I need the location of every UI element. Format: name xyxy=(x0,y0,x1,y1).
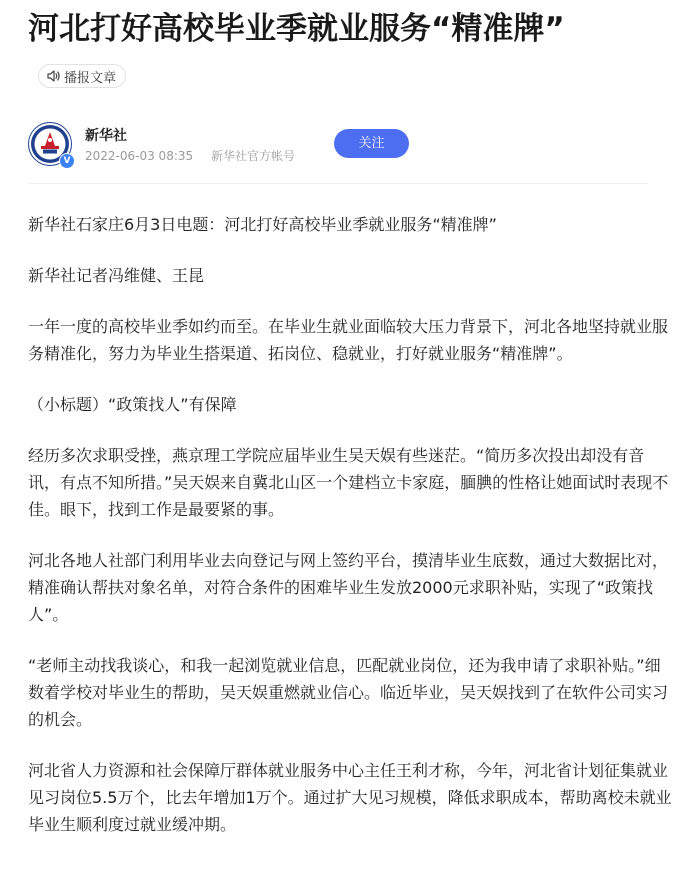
follow-button[interactable]: 关注 xyxy=(334,129,409,158)
article-paragraph: 河北省人力资源和社会保障厅群体就业服务中心主任王利才称，今年，河北省计划征集就业见习岗位5.5万个，比去年增加1万个。通过扩大见习规模，降低求职成本，帮助离校未就业毕业生顺利度过就业缓冲期。 xyxy=(28,761,672,834)
broadcast-label: 播报文章 xyxy=(64,70,117,86)
article-paragraph: 经历多次求职受挫，燕京理工学院应届毕业生吴天娱有些迷茫。“简历多次投出却没有音讯，有点不知所措。”吴天娱来自冀北山区一个建档立卡家庭，腼腆的性格让她面试时表现不佳。眼下，找到工作是最要紧的事。 xyxy=(28,446,669,519)
article-body xyxy=(28,211,676,862)
publish-timestamp: 2022-06-03 08:35 xyxy=(85,149,194,163)
verified-badge-icon: V xyxy=(59,153,75,169)
avatar[interactable] xyxy=(28,122,72,166)
article-paragraph: 一年一度的高校毕业季如约而至。在毕业生就业面临较大压力背景下，河北各地坚持就业服务精准化，努力为毕业生搭渠道、拓岗位、稳就业，打好就业服务“精准牌”。 xyxy=(28,317,669,363)
article-paragraph: 新华社石家庄6月3日电题：河北打好高校毕业季就业服务“精准牌” xyxy=(28,215,497,234)
account-type: 新华社官方帐号 xyxy=(210,149,295,163)
article-paragraph: 河北各地人社部门利用毕业去向登记与网上签约平台，摸清毕业生底数，通过大数据比对，精准确认帮扶对象名单，对符合条件的困难毕业生发放2000元求职补贴，实现了“政策找人”。 xyxy=(28,551,669,624)
article-subheading: （小标题）“政策找人”有保障 xyxy=(28,395,237,414)
speaker-icon xyxy=(46,69,61,83)
author-name[interactable]: 新华社 xyxy=(85,128,127,144)
article-paragraph: 新华社记者冯维健、王昆 xyxy=(28,266,205,285)
author-row xyxy=(28,122,648,170)
divider xyxy=(28,183,648,184)
article-title: 河北打好高校毕业季就业服务“精准牌” xyxy=(28,11,565,47)
broadcast-article-button[interactable] xyxy=(38,64,126,88)
author-meta xyxy=(85,147,295,164)
article-paragraph: “老师主动找我谈心，和我一起浏览就业信息，匹配就业岗位，还为我申请了求职补贴。”细数着学校对毕业生的帮助，吴天娱重燃就业信心。临近毕业，吴天娱找到了在软件公司实习的机会。 xyxy=(28,656,669,729)
